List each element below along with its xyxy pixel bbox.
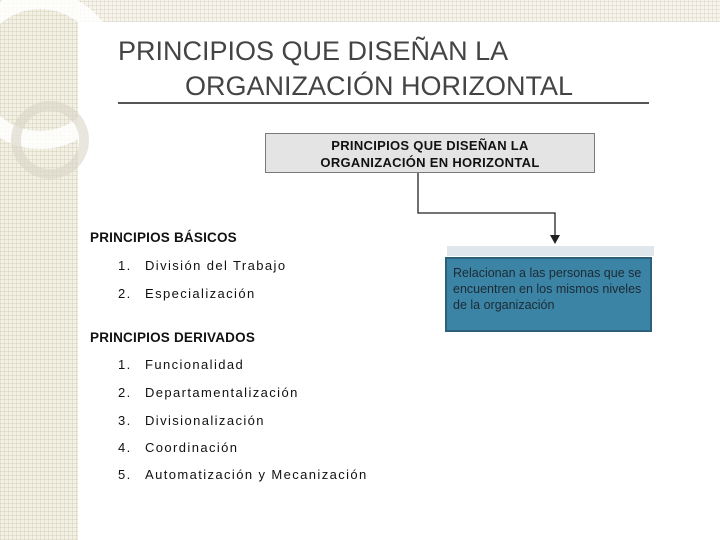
note-box — [445, 257, 652, 332]
derived-item-4-number: 4. — [118, 440, 132, 455]
derived-item-3 — [118, 413, 265, 428]
derived-item-2-label: Departamentalización — [145, 385, 299, 400]
connector-arrow — [380, 173, 580, 245]
header-box — [265, 133, 595, 173]
derived-item-3-number: 3. — [118, 413, 132, 428]
derived-item-2-number: 2. — [118, 385, 132, 400]
slide-title — [118, 34, 678, 104]
basic-item-2 — [118, 286, 256, 301]
derived-item-5 — [118, 467, 368, 482]
derived-item-1 — [118, 357, 244, 372]
basic-item-2-label: Especialización — [145, 286, 256, 301]
derived-item-3-label: Divisionalización — [145, 413, 265, 428]
basic-item-1-number: 1. — [118, 258, 132, 273]
basic-principles-heading: PRINCIPIOS BÁSICOS — [90, 230, 237, 245]
slide-title-line1: PRINCIPIOS QUE DISEÑAN LA — [118, 36, 509, 66]
note-text: Relacionan a las personas que se encuentren en los mismos niveles de la organización — [453, 266, 642, 312]
derived-item-1-label: Funcionalidad — [145, 357, 245, 372]
header-box-line1: PRINCIPIOS QUE DISEÑAN LA — [331, 138, 529, 153]
basic-item-1 — [118, 258, 286, 273]
derived-principles-heading: PRINCIPIOS DERIVADOS — [90, 330, 256, 345]
derived-item-4-label: Coordinación — [145, 440, 239, 455]
derived-item-5-number: 5. — [118, 467, 132, 482]
basic-item-2-number: 2. — [118, 286, 132, 301]
derived-item-4 — [118, 440, 238, 455]
header-box-line2: ORGANIZACIÓN EN HORIZONTAL — [320, 155, 540, 170]
slide-title-line2: ORGANIZACIÓN HORIZONTAL — [185, 71, 574, 101]
derived-item-5-label: Automatización y Mecanización — [145, 467, 368, 482]
decorative-circles — [0, 0, 140, 210]
derived-item-1-number: 1. — [118, 357, 132, 372]
note-shadow — [447, 246, 654, 256]
derived-item-2 — [118, 385, 299, 400]
basic-item-1-label: División del Trabajo — [145, 258, 287, 273]
title-underline — [118, 102, 649, 104]
